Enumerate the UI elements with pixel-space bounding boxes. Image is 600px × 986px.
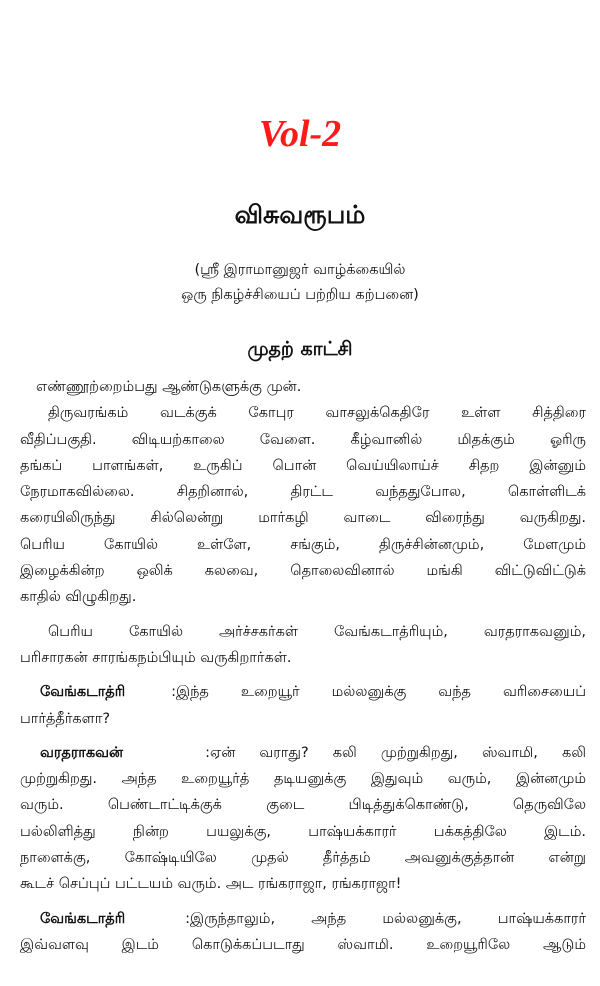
subtitle-line: (ஸ்ரீ இராமானுஜர் வாழ்க்கையில் — [194, 262, 406, 278]
text-line: நாளைக்கு, கோஷ்டியிலே முதல் தீர்த்தம் அவனுக்குத்தான் என்று — [20, 850, 586, 867]
subtitle — [0, 258, 600, 308]
subtitle-line: ஒரு நிகழ்ச்சியைப் பற்றிய கற்பனை) — [181, 287, 419, 303]
text-line: பல்லிளித்து நின்ற பயலுக்கு, பாஷ்யக்காரர் பக்கத்திலே இடம். — [20, 823, 586, 840]
text-line: பெரிய கோயில் அர்ச்சகர்கள் வேங்கடாத்ரியும், வரதராகவனும், — [48, 623, 586, 640]
text-line: கூடச் செப்புப் பட்டயம் வரும். அட ரங்கராஜா, ரங்கராஜா! — [20, 876, 402, 893]
text-line: இழைக்கின்ற ஒலிக் கலவை, தொலைவினால் மங்கி விட்டுவிட்டுக் — [20, 563, 586, 580]
text-body — [20, 374, 586, 958]
text-line: காதில் விழுகிறது. — [20, 589, 137, 606]
text-line: முற்றுகிறது. அந்த உறையூர்த் தடியனுக்கு இதுவும் வரும், இன்னமும் — [20, 771, 586, 788]
text-line: கரையிலிருந்து சில்லென்று மார்கழி வாடை விரைந்து வருகிறது. — [20, 510, 586, 527]
dialogue-1 — [20, 679, 586, 732]
speaker-label: வேங்கடாத்ரி : — [40, 684, 176, 701]
dialogue-first-line — [20, 906, 586, 932]
dialogue-text: ஏன் வராது? கலி முற்றுகிறது, ஸ்வாமி, கலி — [210, 744, 586, 761]
text-line: இவ்வளவு இடம் கொடுக்கப்படாது ஸ்வாமி. உறையூரிலே ஆடும் — [20, 936, 586, 953]
speaker-label: வரதராகவன் : — [40, 744, 210, 761]
text-line: பார்த்தீர்களா? — [20, 710, 111, 727]
dialogue-3 — [20, 906, 586, 959]
text-line: வீதிப்பகுதி. விடியற்காலை வேளை. கீழ்வானில் மிதக்கும் ஓரிரு — [20, 431, 586, 448]
dialogue-2 — [20, 740, 586, 898]
dialogue-first-line — [20, 740, 586, 766]
scene-heading: முதற் காட்சி — [247, 338, 353, 360]
text-line: பெரிய கோயில் உள்ளே, சங்கும், திருச்சின்னமும், மேளமும் — [20, 536, 586, 553]
text-line: வரும். பெண்டாட்டிக்குக் குடை பிடித்துக்கொண்டு, தெருவிலே — [20, 797, 586, 814]
opening-line: எண்ணூற்றைம்பது ஆண்டுகளுக்கு முன். — [36, 379, 302, 395]
text-line: திருவரங்கம் வடக்குக் கோபுர வாசலுக்கெதிரே உள்ள சித்திரை — [48, 405, 586, 422]
text-line: பரிசாரகன் சாரங்கநம்பியும் வருகிறார்கள். — [20, 649, 292, 666]
dialogue-first-line — [20, 679, 586, 705]
dialogue-text: இந்த உறையூர் மல்லனுக்கு வந்த வரிசையைப் — [176, 684, 586, 701]
dialogue-text: இருந்தாலும், அந்த மல்லனுக்கு, பாஷ்யக்காரர் — [190, 910, 586, 927]
volume-label: Vol-2 — [258, 113, 342, 155]
paragraph-2 — [20, 619, 586, 672]
paragraph-1 — [20, 400, 586, 610]
page-title: விசுவரூபம் — [234, 200, 366, 229]
speaker-label: வேங்கடாத்ரி : — [40, 910, 190, 927]
text-line: தங்கப் பாளங்கள், உருகிப் பொன் வெய்யிலாய்ச் சிதற இன்னும் — [20, 457, 586, 474]
text-line: நேரமாகவில்லை. சிதறினால், திரட்ட வந்ததுபோல, கொள்ளிடக் — [20, 484, 586, 501]
